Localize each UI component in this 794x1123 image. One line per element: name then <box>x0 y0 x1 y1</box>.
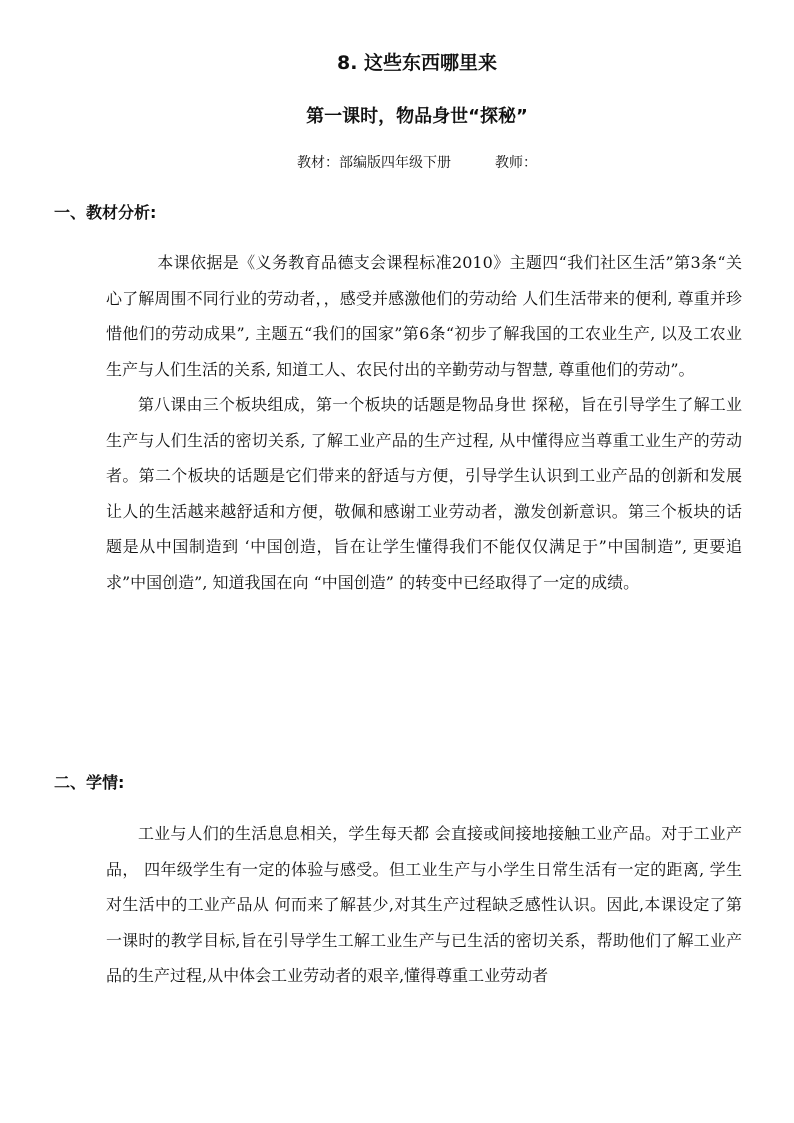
section-body-student-situation <box>106 816 742 994</box>
paragraph: 第八课由三个板块组成，第一个板块的话题是物品身世 探秘，旨在引导学生了解工业生产与人们生活的密切关系, 了解工业产品的生产过程, 从中懂得应当尊重工业生产的劳动者。第二个板块的话题是它们带来的舒适与方便，引导学生认识到工业产品的创新和发展让人的生活越来越舒适和方便，敬佩和感谢工业劳动者，激发创新意识。第三个板块的话题是从中国制造到 ‘中国创造，旨在让学生懂得我们不能仅仅满足于”中国制造”, 更要追求”中国创造”, 知道我国在向 “中国创造” 的转变中已经取得了一定的成绩。 <box>106 395 742 592</box>
textbook-label: 教材：部编版四年级下册 <box>297 155 451 171</box>
section-body-textbook-analysis <box>106 245 742 600</box>
lesson-meta <box>0 152 794 174</box>
section-heading-textbook-analysis: 一、教材分析: <box>54 203 157 222</box>
lesson-subtitle: 第一课时，物品身世“探秘” <box>306 106 528 127</box>
paragraph: 工业与人们的生活息息相关，学生每天都 会直接或间接地接触工业产品。对于工业产品， 四年级学生有一定的体验与感受。但工业生产与小学生日常生活有一定的距离, 学生对生活中的工业产品从 何而来了解甚少,对其生产过程缺乏感性认识。因此,本课设定了第一课时的教学目标,旨在引导学生工解工业生产与已生活的密切关系，帮助他们了解工业产品的生产过程,从中体会工业劳动者的艰辛,懂得尊重工业劳动者 <box>106 824 742 985</box>
teacher-label: 教师： <box>495 155 537 171</box>
section-heading-student-situation: 二、学情: <box>54 773 125 792</box>
document-title: 8. 这些东西哪里来 <box>336 52 498 74</box>
paragraph: 本课依据是《义务教育品德支会课程标准2010》主题四“我们社区生活”第3条“关心了解周围不同行业的劳动者，，感受并感激他们的劳动给 人们生活带来的便利, 尊重并珍惜他们的劳动成果”, 主题五“我们的国家”第6条“初步了解我国的工农业生产, 以及工农业生产与人们生活的关系, 知道工人、农民付出的辛勤劳动与智慧, 尊重他们的劳动”。 <box>106 253 742 379</box>
